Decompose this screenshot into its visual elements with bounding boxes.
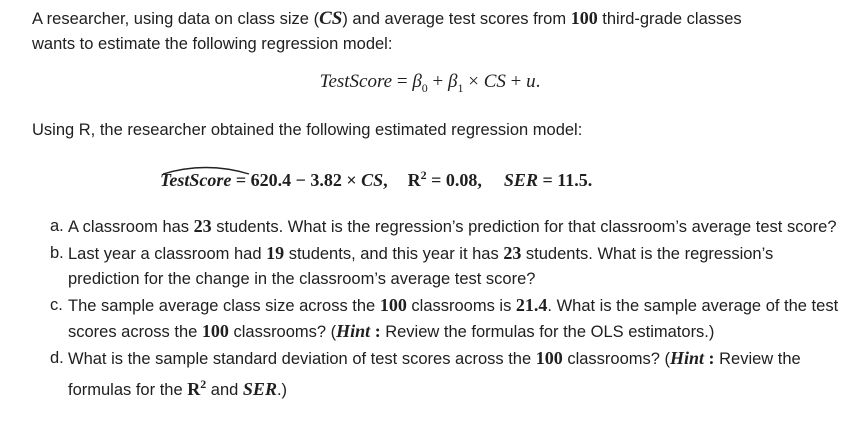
question-letter: b. (50, 244, 64, 262)
question-body (68, 214, 840, 240)
question-text: classrooms? ( (562, 350, 671, 368)
question-text: Review the formulas for the (68, 350, 801, 399)
question-value: 23 (193, 216, 212, 236)
model-times: × (463, 71, 484, 92)
estimated-r-sup: 2 (420, 168, 427, 182)
r-squared-sup: 2 (200, 377, 207, 391)
question-value: 100 (535, 348, 563, 368)
hint-label: Hint (670, 348, 705, 368)
question-value: 100 (379, 295, 407, 315)
estimated-ser-value: = 11.5. (537, 170, 593, 190)
regression-model-equation (0, 71, 860, 96)
hint-colon: : (704, 348, 715, 368)
question-b (50, 241, 840, 292)
model-beta0: β (412, 71, 422, 92)
model-plus1: + (427, 71, 449, 92)
estimated-comma: , (383, 170, 388, 190)
question-text: students. What is the regression’s prediction for the change in the classroom’s average test score? (68, 245, 774, 288)
model-beta1-sub: 1 (457, 80, 464, 95)
question-a (50, 214, 840, 240)
ser-symbol: SER (242, 379, 277, 399)
using-r-text: Using R, the researcher obtained the following estimated regression model: (32, 121, 583, 139)
question-text: The sample average class size across the (68, 297, 380, 315)
model-plus2: + (505, 71, 527, 92)
question-body (68, 346, 840, 403)
intro-paragraph (32, 6, 852, 57)
question-text: Review the formulas for the OLS estimators.) (385, 323, 715, 341)
question-text: students. What is the regression’s prediction for that classroom’s average test score? (211, 218, 837, 236)
estimated-lhs (160, 170, 231, 191)
model-lhs: TestScore (319, 71, 393, 92)
question-text: A classroom has (68, 218, 194, 236)
question-text: .) (276, 381, 288, 399)
estimated-r-value: = 0.08, (426, 170, 482, 190)
question-c (50, 293, 840, 345)
question-letter: c. (50, 296, 63, 314)
r-squared-symbol: R (187, 379, 201, 399)
question-text: students, and this year it has (284, 245, 504, 263)
model-equals: = (392, 71, 413, 92)
question-value: 21.4 (515, 295, 548, 315)
question-body (68, 241, 840, 292)
question-list (50, 214, 840, 404)
question-letter: d. (50, 349, 64, 367)
question-body (68, 293, 840, 345)
model-cs: CS (483, 71, 506, 92)
estimated-ser: SER (503, 170, 538, 190)
intro-text-2: ) and average test scores from (342, 10, 571, 28)
question-value: 100 (201, 321, 229, 341)
estimated-lhs-text: TestScore (160, 170, 232, 190)
intro-text-1: A researcher, using data on class size ( (32, 10, 320, 28)
intro-text-3: third-grade classes (597, 10, 742, 28)
model-end: . (535, 71, 541, 92)
question-value: 23 (503, 243, 522, 263)
question-text: and (206, 381, 243, 399)
question-text: Last year a classroom had (68, 245, 267, 263)
estimated-cs: CS (361, 170, 384, 190)
intro-class-count: 100 (570, 8, 598, 28)
estimated-regression-equation (160, 168, 592, 191)
hint-label: Hint (336, 321, 371, 341)
model-u: u (526, 71, 536, 92)
question-text: What is the sample standard deviation of test scores across the (68, 350, 536, 368)
estimated-r: R (407, 170, 421, 190)
question-text: . What is the sample average of the test scores across the (68, 297, 839, 341)
question-letter: a. (50, 217, 64, 235)
question-text: classrooms is (406, 297, 516, 315)
model-beta0-sub: 0 (421, 80, 428, 95)
model-beta1: β (448, 71, 458, 92)
hat-accent-icon (162, 165, 250, 175)
estimated-rhs: = 620.4 − 3.82 × (231, 170, 362, 190)
question-text: classrooms? ( (228, 323, 337, 341)
question-d (50, 346, 840, 403)
intro-cs-symbol: CS (319, 8, 343, 29)
question-value: 19 (266, 243, 285, 263)
hint-colon: : (370, 321, 386, 341)
intro-text-4: wants to estimate the following regression model: (32, 35, 393, 53)
